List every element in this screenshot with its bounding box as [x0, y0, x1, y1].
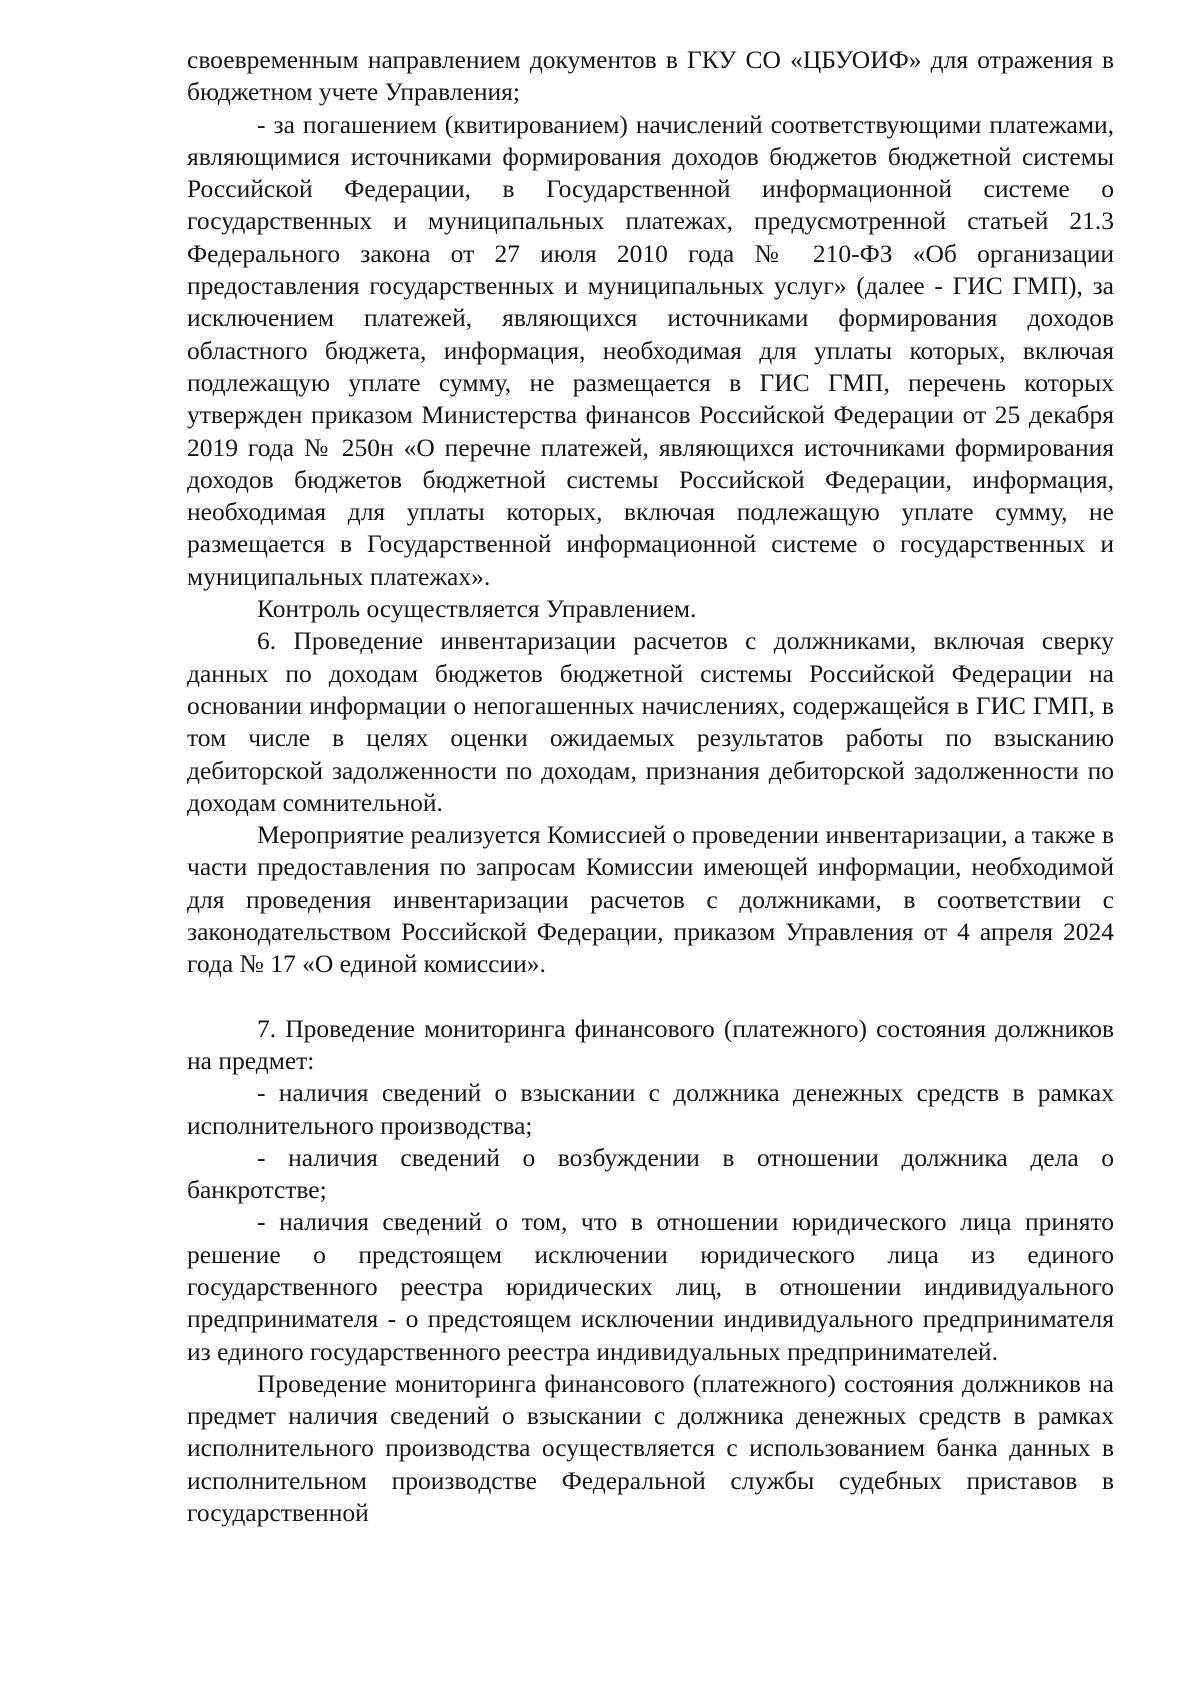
paragraph-item-7: 7. Проведение мониторинга финансового (платежного) состояния должников на предмет: [187, 1013, 1114, 1075]
paragraph-monitoring: Проведение мониторинга финансового (платежного) состояния должников на предмет наличия сведений о взыскании с должника денежных средств в рамках исполнительного производства осуществляется с использованием банка данных в исполнительном производстве Федеральной службы судебных приставов в государственной [187, 1368, 1114, 1528]
list-item-enforcement: - наличия сведений о взыскании с должника денежных средств в рамках исполнительного производства; [187, 1078, 1114, 1140]
paragraph-continuation: своевременным направлением документов в ГКУ СО «ЦБУОИФ» для отражения в бюджетном учете Управления; [187, 45, 1114, 107]
paragraph-item-6: 6. Проведение инвентаризации расчетов с должниками, включая сверку данных по доходам бюджетов бюджетной системы Российской Федерации на основании информации о непогашенных начислениях, содержащейся в ГИС ГМП, в том числе в целях оценки ожидаемых результатов работы по взысканию дебиторской задолженности по доходам, признания дебиторской задолженности по доходам сомнительной. [187, 626, 1114, 817]
paragraph-commission: Мероприятие реализуется Комиссией о проведении инвентаризации, а также в части предоставления по запросам Комиссии имеющей информации, необходимой для проведения инвентаризации расчетов с должниками, в соответствии с законодательством Российской Федерации, приказом Управления от 4 апреля 2024 года № 17 «О единой комиссии». [187, 820, 1114, 979]
paragraph-gis-gmp-control: - за погашением (квитированием) начислений соответствующими платежами, являющимися источниками формирования доходов бюджетов бюджетной системы Российской Федерации, в Государственной информационной системе о государственных и муниципальных платежах, предусмотренной статьей 21.3 Федерального закона от 27 июля 2010 года № 210-ФЗ «Об организации предоставления государственных и муниципальных услуг» (далее - ГИС ГМП), за исключением платежей, являющихся источниками формирования доходов областного бюджета, информация, необходимая для уплаты которых, включая подлежащую уплате сумму, не размещается в ГИС ГМП, перечень которых утвержден приказом Министерства финансов Российской Федерации от 25 декабря 2019 года № 250н «О перечне платежей, являющихся источниками формирования доходов бюджетов бюджетной системы Российской Федерации, информация, необходимая для уплаты которых, включая подлежащую уплате сумму, не размещается в Государственной информационной системе о государственных и муниципальных платежах». [187, 109, 1114, 591]
paragraph-control-note: Контроль осуществляется Управлением. [257, 594, 697, 624]
paragraph-spacer [187, 981, 1114, 1013]
list-item-registry-exclusion: - наличия сведений о том, что в отношении юридического лица принято решение о предстоящем исключении юридического лица из единого государственного реестра юридических лиц, в отношении индивидуального предпринимателя - о предстоящем исключении индивидуального предпринимателя из единого государственного реестра индивидуальных предпринимателей. [187, 1207, 1114, 1366]
list-item-bankruptcy: - наличия сведений о возбуждении в отношении должника дела о банкротстве; [187, 1142, 1114, 1205]
